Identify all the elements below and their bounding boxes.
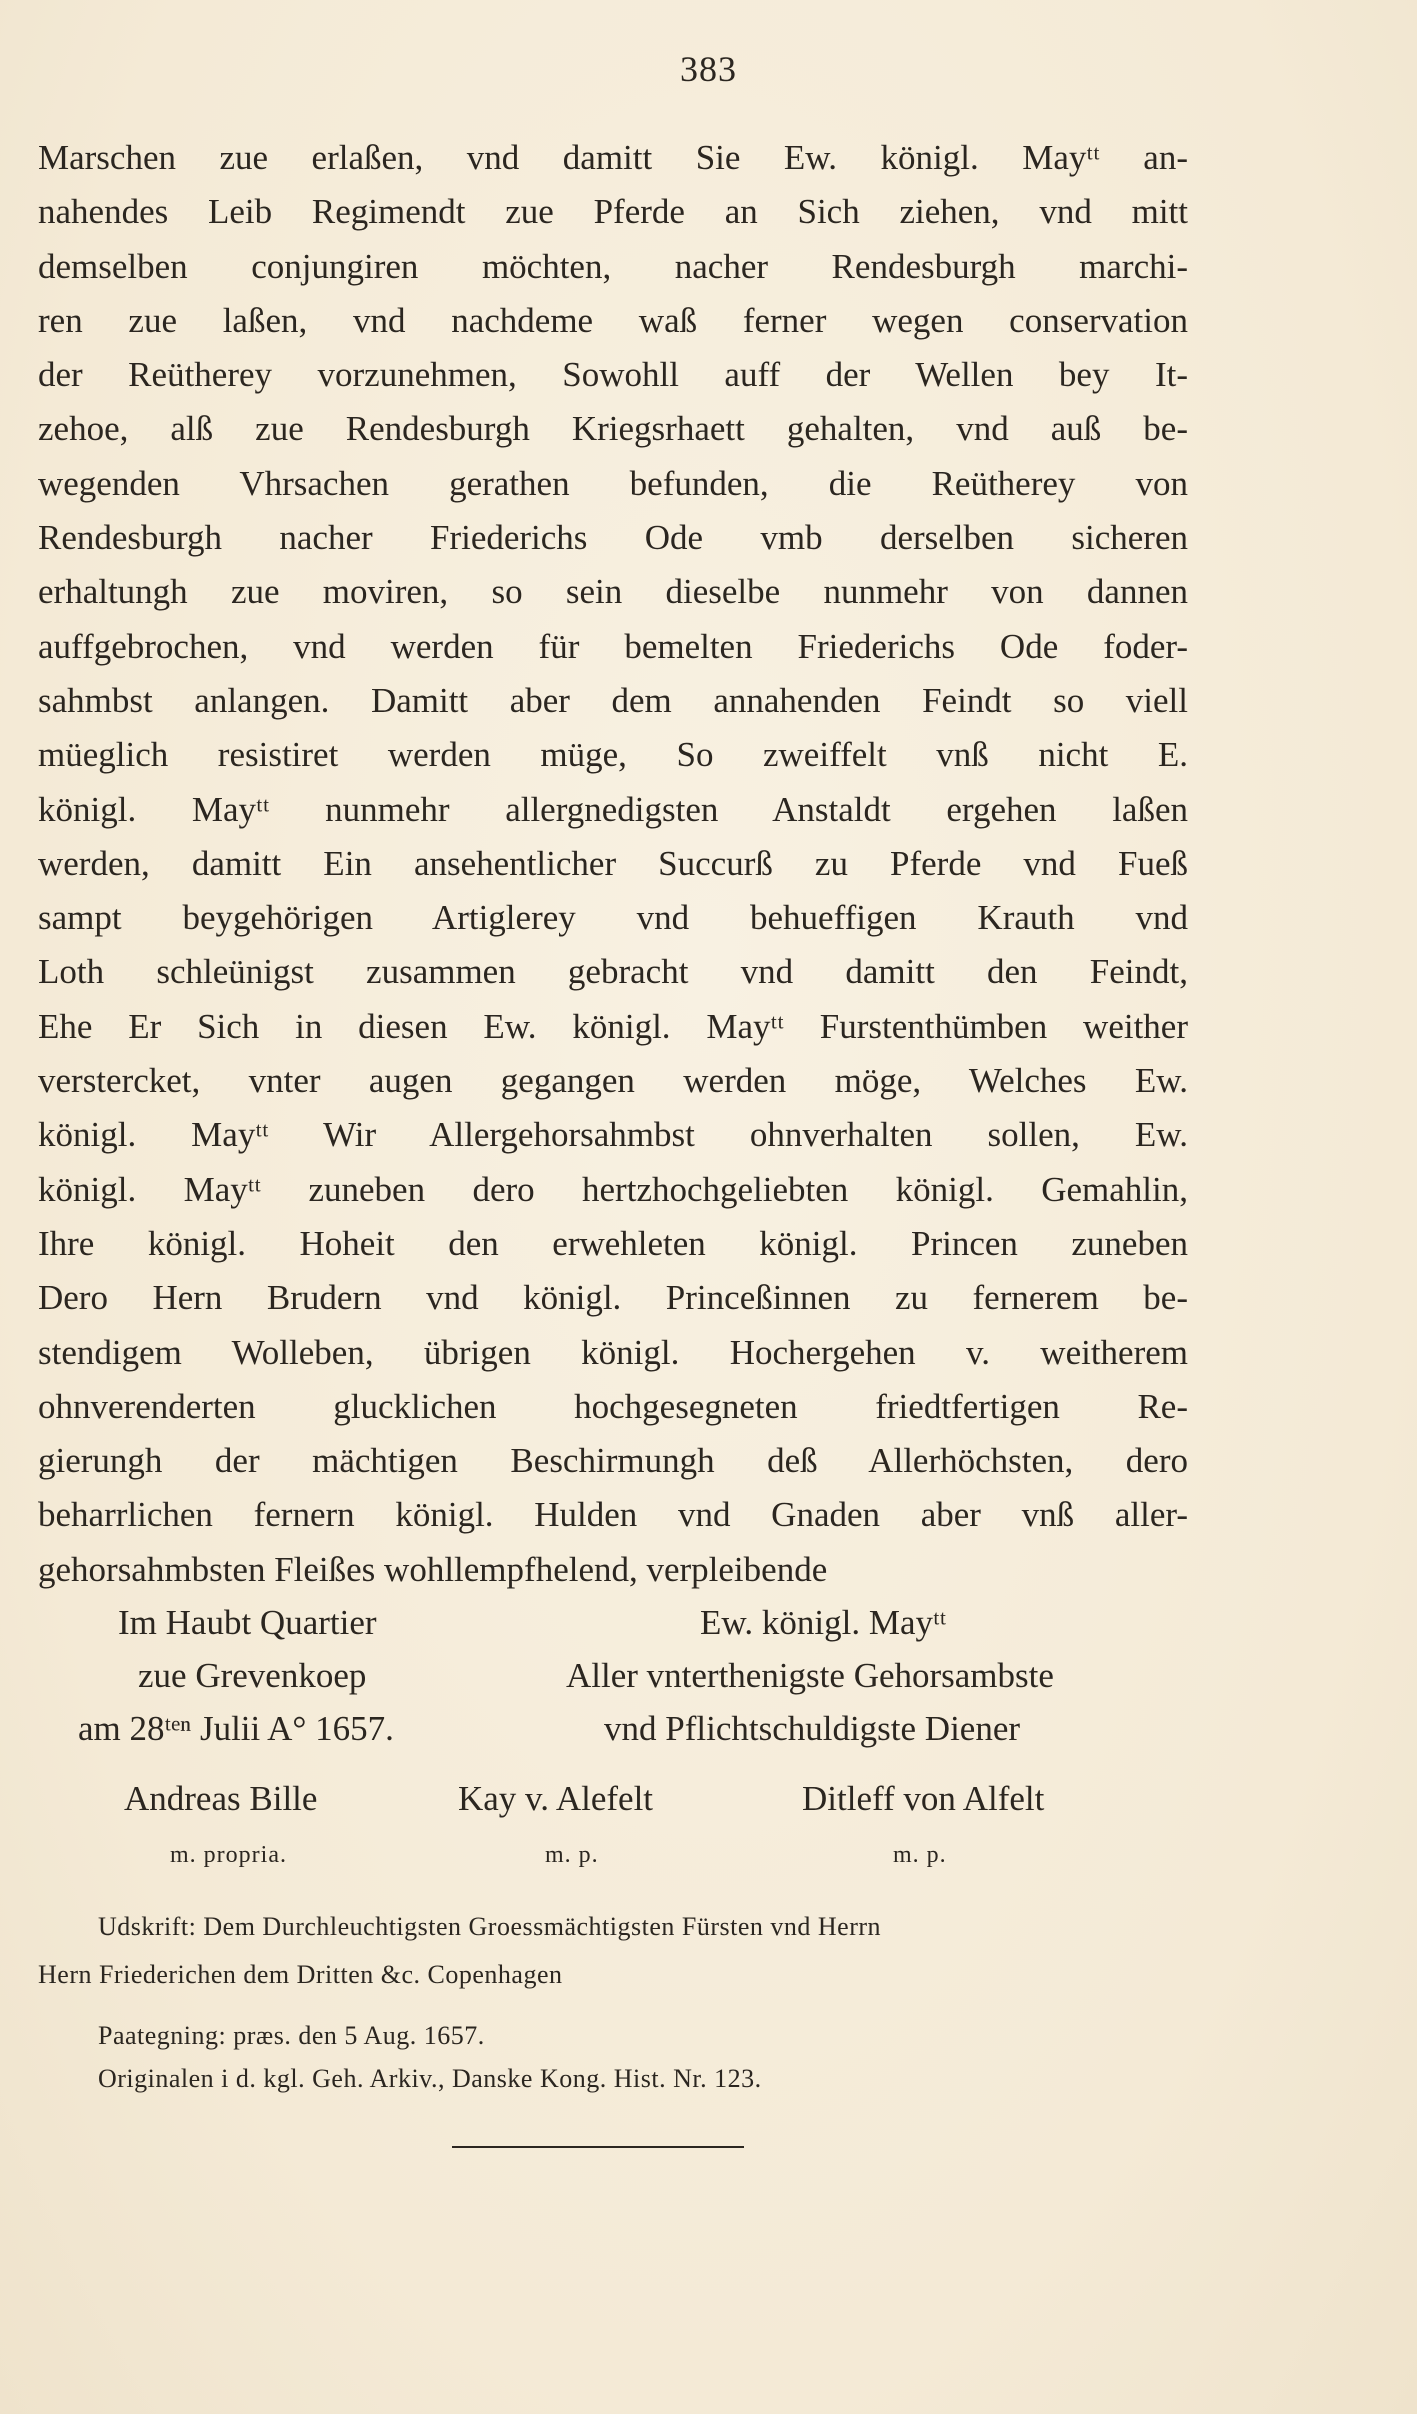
end-rule [452, 2146, 744, 2148]
body-line: gierungh der mächtigen Beschirmungh deß Allerhöchsten, dero [38, 1441, 1188, 1481]
signature-mark: m. p. [893, 1842, 947, 1868]
body-line: verstercket, vnter augen gegangen werden möge, Welches Ew. [38, 1061, 1188, 1101]
closing-place-line: Im Haubt Quartier [118, 1603, 377, 1642]
body-line: Ihre königl. Hoheit den erwehleten königl. Princen zuneben [38, 1223, 1188, 1263]
body-line: Dero Hern Brudern vnd königl. Princeßinnen zu fernerem be- [38, 1278, 1188, 1318]
body-line: sampt beygehörigen Artiglerey vnd behueffigen Krauth vnd [38, 898, 1188, 938]
body-line: Loth schleünigst zusammen gebracht vnd damitt den Feindt, [38, 952, 1188, 992]
body-line: sahmbst anlangen. Damitt aber dem annahenden Feindt so viell [38, 680, 1188, 720]
udskrift-line: Udskrift: Dem Durchleuchtigsten Groessmächtigsten Fürsten vnd Herrn [98, 1912, 882, 1941]
body-line: wegenden Vhrsachen gerathen befunden, die Reütherey von [38, 463, 1188, 503]
body-line: erhaltungh zue moviren, so sein dieselbe nunmehr von dannen [38, 572, 1188, 612]
signature-mark: m. propria. [170, 1842, 287, 1868]
body-line: Ehe Er Sich in diesen Ew. königl. Mayᵗᵗ Furstenthümben weither [38, 1006, 1188, 1046]
body-line: gehorsahmbsten Fleißes wohllempfhelend, verpleibende [38, 1549, 828, 1589]
body-line: königl. Mayᵗᵗ zuneben dero hertzhochgeliebten königl. Gemahlin, [38, 1169, 1188, 1209]
letter-body [38, 131, 1188, 1597]
body-line: demselben conjungiren möchten, nacher Rendesburgh marchi- [38, 246, 1188, 286]
signature-name: Andreas Bille [124, 1779, 318, 1818]
body-line: der Reütherey vorzunehmen, Sowohll auff der Wellen bey It- [38, 355, 1188, 395]
page-number: 383 [680, 49, 737, 89]
signature-mark: m. p. [545, 1842, 599, 1868]
paategning-line: Paategning: præs. den 5 Aug. 1657. [98, 2021, 485, 2050]
body-line: ren zue laßen, vnd nachdeme waß ferner wegen conservation [38, 300, 1188, 340]
body-line: Marschen zue erlaßen, vnd damitt Sie Ew. königl. Mayᵗᵗ an- [38, 138, 1188, 177]
closing-salutation-line: Aller vnterthenigste Gehorsambste [566, 1656, 1054, 1695]
closing-place-line: zue Grevenkoep [138, 1656, 367, 1695]
signature-name: Kay v. Alefelt [458, 1779, 654, 1818]
body-line: ohnverenderten glucklichen hochgesegneten friedtfertigen Re- [38, 1386, 1188, 1426]
body-line: auffgebrochen, vnd werden für bemelten Friederichs Ode foder- [38, 626, 1188, 666]
closing-date-line: am 28ᵗᵉⁿ Julii A° 1657. [78, 1709, 394, 1748]
body-line: königl. Mayᵗᵗ nunmehr allergnedigsten Anstaldt ergehen laßen [38, 789, 1188, 829]
body-line: nahendes Leib Regimendt zue Pferde an Sich ziehen, vnd mitt [38, 192, 1188, 232]
udskrift-line: Hern Friederichen dem Dritten &c. Copenhagen [38, 1960, 563, 1989]
body-line: müeglich resistiret werden müge, So zweiffelt vnß nicht E. [38, 735, 1188, 775]
closing-salutation-line: Ew. königl. Mayᵗᵗ [700, 1603, 947, 1642]
body-line: Rendesburgh nacher Friederichs Ode vmb derselben sicheren [38, 518, 1188, 558]
body-line: stendigem Wolleben, übrigen königl. Hochergehen v. weitherem [38, 1332, 1188, 1372]
closing-salutation-line: vnd Pflichtschuldigste Diener [604, 1709, 1021, 1748]
body-line: zehoe, alß zue Rendesburgh Kriegsrhaett gehalten, vnd auß be- [38, 409, 1188, 449]
signature-name: Ditleff von Alfelt [802, 1779, 1045, 1818]
original-source-line: Originalen i d. kgl. Geh. Arkiv., Danske Kong. Hist. Nr. 123. [98, 2064, 762, 2093]
body-line: königl. Mayᵗᵗ Wir Allergehorsahmbst ohnverhalten sollen, Ew. [38, 1115, 1188, 1155]
body-line: werden, damitt Ein ansehentlicher Succurß zu Pferde vnd Fueß [38, 843, 1188, 883]
body-line: beharrlichen fernern königl. Hulden vnd Gnaden aber vnß aller- [38, 1495, 1188, 1535]
